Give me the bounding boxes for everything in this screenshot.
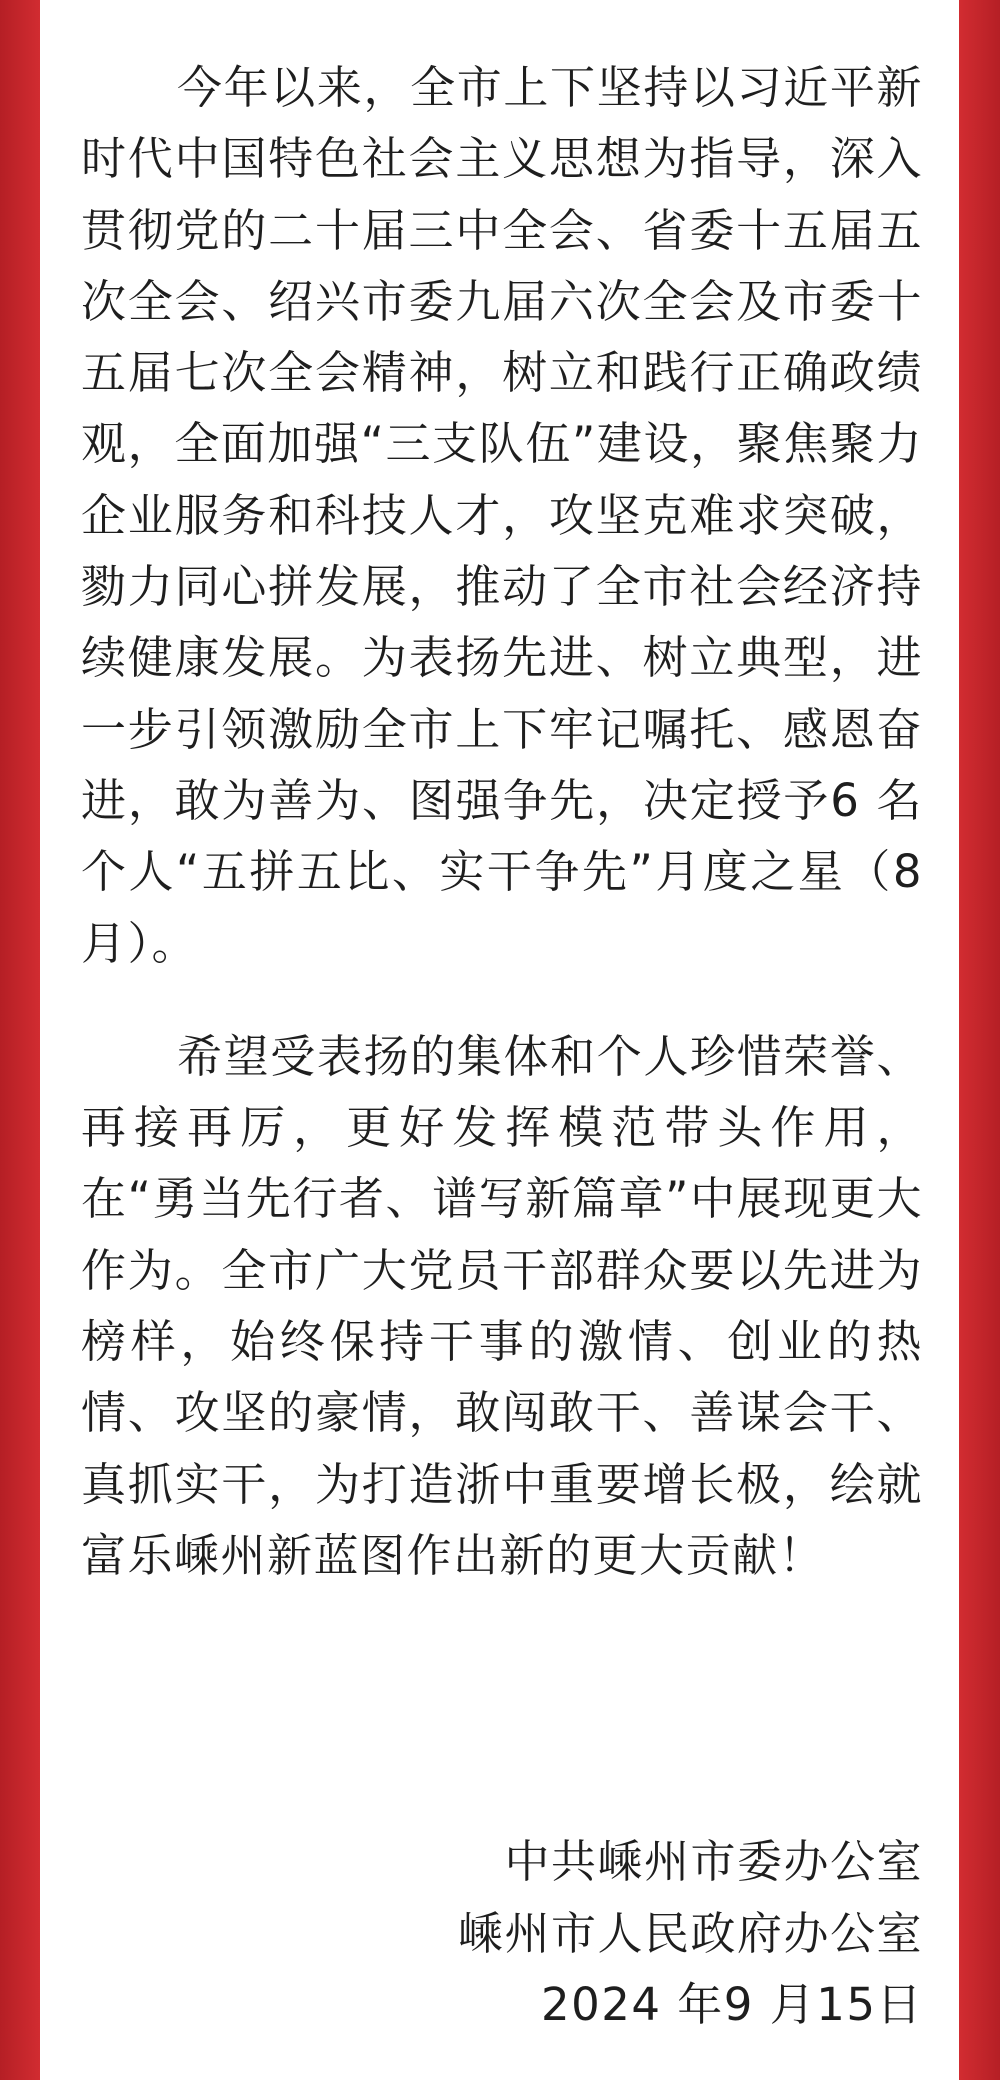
paragraph-1: 今年以来，全市上下坚持以习近平新时代中国特色社会主义思想为指导，深入贯彻党的二十届三中全会、省委十五届五次全会、绍兴市委九届六次全会及市委十五届七次全会精神，树立和践行正确政绩观，全面加强“三支队伍”建设，聚焦聚力企业服务和科技人才，攻坚克难求突破，勠力同心拼发展，推动了全市社会经济持续健康发展。为表扬先进、树立典型，进一步引领激励全市上下牢记嘱托、感恩奋进，敢为善为、图强争先，决定授予6 名个人“五拼五比、实干争先”月度之星（8月）。 (81, 61, 923, 970)
article-body (81, 52, 923, 1591)
signature-block (458, 1826, 923, 2041)
paragraph-2: 希望受表扬的集体和个人珍惜荣誉、再接再厉，更好发挥模范带头作用，在“勇当先行者、谱写新篇章”中展现更大作为。全市广大党员干部群众要以先进为榜样，始终保持干事的激情、创业的热情、攻坚的豪情，敢闯敢干、善谋会干、真抓实干，为打造浙中重要增长极，绘就富乐嵊州新蓝图作出新的更大贡献！ (81, 1029, 923, 1582)
issue-date: 2024 年9 月15日 (540, 1978, 923, 2031)
issuer-party-office: 中共嵊州市委办公室 (504, 1835, 923, 1888)
document-panel (40, 0, 959, 2080)
issuer-government-office: 嵊州市人民政府办公室 (457, 1906, 923, 1960)
